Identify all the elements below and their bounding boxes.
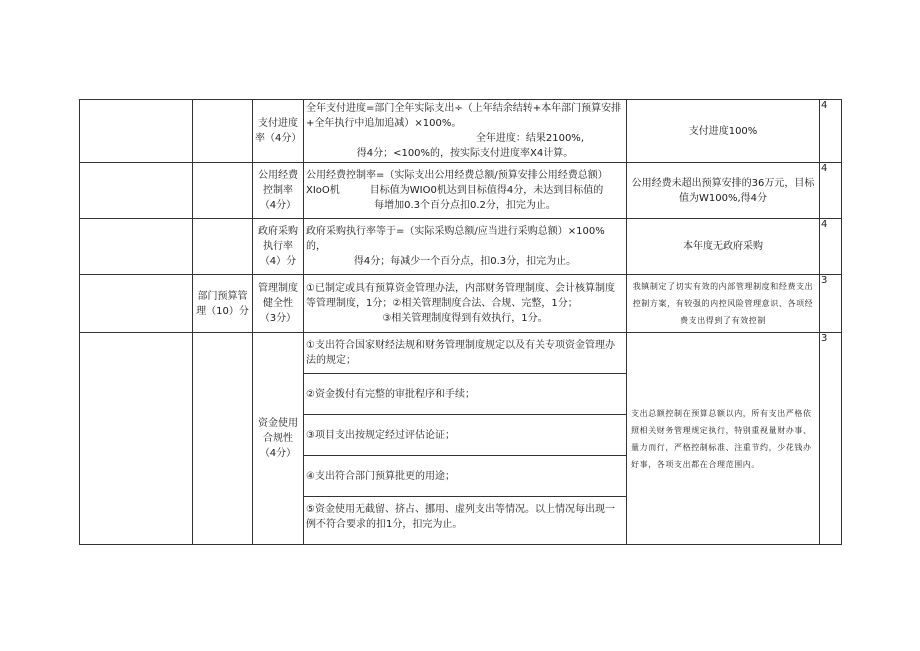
- rule-line: ①支出符合国家财经法规和财务管理制度规定以及有关专项资金管理办法的规定；: [304, 333, 626, 374]
- rule-cell: [304, 100, 627, 163]
- score-value: 4: [821, 219, 828, 230]
- table-row: [80, 333, 842, 545]
- score-cell: [820, 100, 842, 163]
- rule-line: 得4分；每减少一个百分点，扣0.3分，扣完为止。: [353, 256, 577, 267]
- level1-cell: [80, 275, 193, 333]
- level1-cell: [80, 219, 193, 275]
- level3-cell: 资金使用合规性（4分）: [253, 333, 304, 545]
- level3-cell: 政府采购执行率（4）分: [253, 219, 304, 275]
- table-row: [80, 219, 842, 275]
- rule-cell: [304, 219, 627, 275]
- level3-cell: 公用经费控制率（4分）: [253, 163, 304, 219]
- rule-line: 每增加0.3个百分点扣0.2分，扣完为止。: [374, 200, 556, 211]
- rule-line: 全年进度：结果2100%,: [475, 133, 584, 144]
- level1-cell: [80, 333, 193, 545]
- rule-line: ⑤资金使用无截留、挤占、挪用、虚列支出等情况。以上情况每出现一例不符合要求的扣1分，扣完为止。: [306, 504, 615, 530]
- rule-subtable: [304, 333, 626, 537]
- rule-line: 政府采购执行率等于=（实际采购总额/应当进行采购总额）×100%的，: [306, 226, 605, 252]
- evaluation-cell: 公用经费未超出预算安排的36万元，目标值为W100%,得4分: [627, 163, 820, 219]
- rule-line: 全年支付进度=部门全年实际支出÷（上年结余结转+本年部门预算安排+全年执行中追加追减）×100%。: [306, 103, 622, 129]
- table-row: [80, 163, 842, 219]
- score-cell: [820, 333, 842, 545]
- rule-cell: [304, 163, 627, 219]
- evaluation-table: [79, 99, 842, 545]
- level3-cell: 管理制度健全性（3分）: [253, 275, 304, 333]
- table-row: [80, 275, 842, 333]
- table-row: [80, 100, 842, 163]
- level2-cell: [193, 219, 253, 275]
- level2-cell: [193, 163, 253, 219]
- rule-cell: [304, 275, 627, 333]
- score-value: 4: [821, 163, 828, 174]
- level2-cell: [193, 100, 253, 163]
- score-value: 4: [821, 100, 828, 111]
- level1-cell: [80, 163, 193, 219]
- score-cell: [820, 163, 842, 219]
- rule-line: 得4分；<100%的，按实际支付进度率X4计算。: [356, 148, 574, 159]
- rule-line: 公用经费控制率=（实际支出公用经费总额/预算安排公用经费总额）: [306, 170, 608, 181]
- evaluation-cell: 本年度无政府采购: [627, 219, 820, 275]
- rule-line: ①已制定或具有预算资金管理办法，内部财务管理制度、会计核算制度等管理制度，1分；②相关管理制度合法、合规、完整，1分；: [306, 283, 615, 309]
- rule-line: ④支出符合部门预算批更的用途；: [304, 456, 626, 497]
- level1-cell: [80, 100, 193, 163]
- rule-line: ②资金拨付有完整的审批程序和手续；: [304, 374, 626, 415]
- rule-line: ③相关管理制度得到有效执行，1分。: [382, 313, 548, 324]
- level2-cell: 部门预算管理（10）分: [193, 275, 253, 333]
- score-value: 3: [821, 333, 828, 344]
- level3-cell: 支付进度率（4分）: [253, 100, 304, 163]
- evaluation-cell: 支付进度100%: [627, 100, 820, 163]
- score-value: 3: [821, 275, 828, 286]
- evaluation-cell: 我镇制定了切实有效的内部管理制度和经费支出控制方案，有较强的内控风险管理意识、各项经费支出得到了有效控制: [627, 275, 820, 333]
- rule-line: ③项目支出按规定经过评估论证；: [304, 415, 626, 456]
- evaluation-cell: 支出总额控制在预算总额以内，所有支出严格依照相关财务管理规定执行，特别重视量财办事、量力而行，严格控制标准、注重节约，少花钱办好事，各项支出都在合理范围内。: [627, 333, 820, 545]
- score-cell: [820, 219, 842, 275]
- rule-line: XIoO机 目标值为WIO0机达到目标值得4分，未达到目标值的: [306, 185, 604, 196]
- rule-cell: [304, 333, 627, 545]
- level2-cell: [193, 333, 253, 545]
- score-cell: [820, 275, 842, 333]
